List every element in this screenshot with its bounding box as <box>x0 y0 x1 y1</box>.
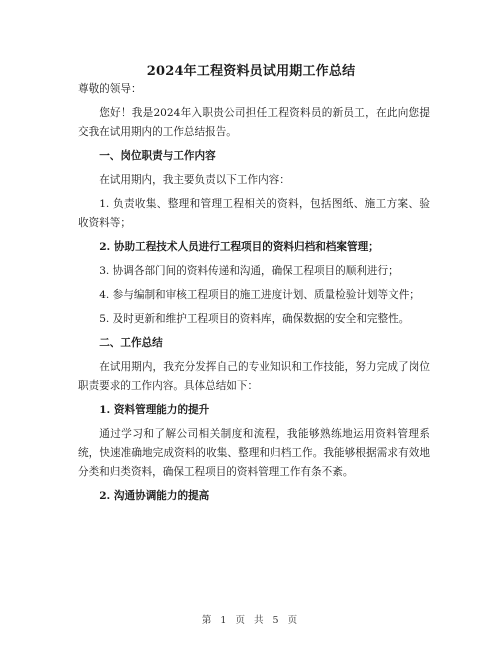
intro-paragraph: 您好！我是2024年入职贵公司担任工程资料员的新员工，在此向您提交我在试用期内的工作总结报告。 <box>78 107 430 138</box>
section2-sub1-text: 通过学习和了解公司相关制度和流程，我能够熟练地运用资料管理系统，快速准确地完成资料的收集、整理和归档工作。我能够根据需求有效地分类和归类资料，确保工程项目的资料管理工作有条不紊。 <box>78 428 430 478</box>
section1-item-2: 2. 协助工程技术人员进行工程项目的资料归档和档案管理； <box>99 241 379 253</box>
section1-item-5: 5. 及时更新和维护工程项目的资料库，确保数据的安全和完整性。 <box>99 313 410 325</box>
section1-item-3: 3. 协调各部门间的资料传递和沟通，确保工程项目的顺利进行； <box>99 265 399 277</box>
salutation: 尊敬的领导： <box>78 83 142 95</box>
section2-heading: 二、工作总结 <box>99 337 163 349</box>
page-indicator: 第 1 页 共 5 页 <box>201 615 301 626</box>
document-title: 2024年工程资料员试用期工作总结 <box>146 64 356 79</box>
document-body <box>78 80 430 511</box>
section2-sub2-heading: 2. 沟通协调能力的提高 <box>99 490 210 502</box>
section2-sub1-heading: 1. 资料管理能力的提升 <box>99 404 210 416</box>
section1-item-4: 4. 参与编制和审核工程项目的施工进度计划、质量检验计划等文件； <box>99 289 420 301</box>
section1-heading: 一、岗位职责与工作内容 <box>99 150 216 162</box>
section1-item-1: 1. 负责收集、整理和管理工程相关的资料，包括图纸、施工方案、验收资料等； <box>78 198 430 229</box>
section1-lead: 在试用期内，我主要负责以下工作内容： <box>99 174 290 186</box>
section2-lead: 在试用期内，我充分发挥自己的专业知识和工作技能，努力完成了岗位职责要求的工作内容。具体总结如下： <box>78 361 430 392</box>
